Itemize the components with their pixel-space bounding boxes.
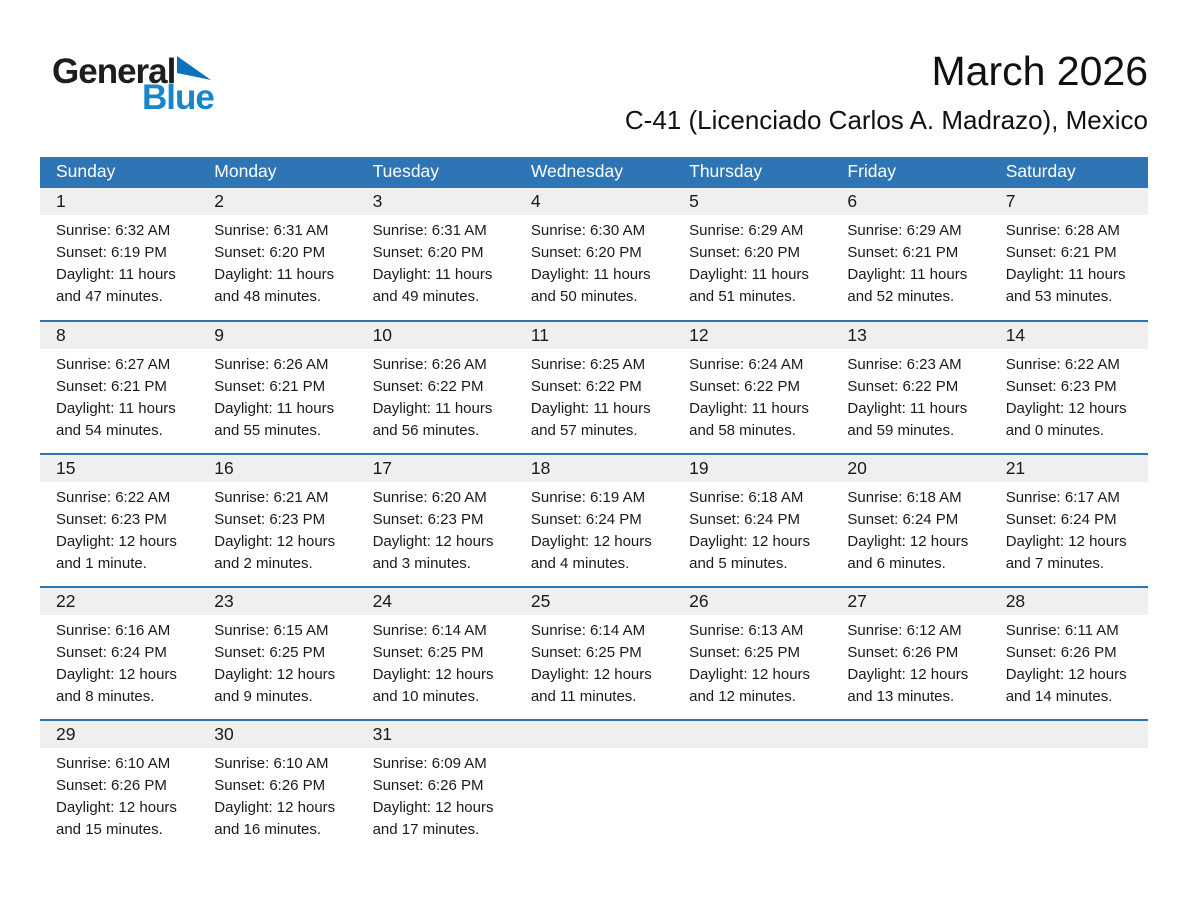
day-number: 16: [198, 455, 356, 482]
sunset-text: Sunset: 6:25 PM: [689, 644, 801, 661]
weekday-wednesday: Wednesday: [515, 157, 673, 188]
day-cell: [515, 454, 673, 587]
daylight-text: Daylight: 12 hours and 9 minutes.: [214, 666, 336, 705]
day-number: 21: [990, 455, 1148, 482]
day-details: [515, 215, 673, 308]
sunset-text: Sunset: 6:26 PM: [372, 777, 484, 794]
sunset-text: Sunset: 6:22 PM: [689, 378, 801, 395]
day-cell: [40, 454, 198, 587]
day-details: [198, 482, 356, 575]
daylight-text: Daylight: 11 hours and 56 minutes.: [372, 400, 493, 439]
week-row: [40, 720, 1148, 853]
sunrise-text: Sunrise: 6:16 AM: [56, 622, 171, 639]
location-subtitle: C-41 (Licenciado Carlos A. Madrazo), Mexico: [624, 105, 1148, 135]
daylight-text: Daylight: 12 hours and 12 minutes.: [689, 666, 811, 705]
daylight-text: Daylight: 11 hours and 53 minutes.: [1005, 266, 1126, 305]
day-details: [40, 615, 198, 708]
sunrise-text: Sunrise: 6:24 AM: [689, 356, 804, 373]
day-details: [673, 349, 831, 442]
sunset-text: Sunset: 6:25 PM: [214, 644, 326, 661]
sunrise-text: Sunrise: 6:14 AM: [372, 622, 487, 639]
day-number: [673, 721, 831, 748]
day-cell: [198, 321, 356, 454]
sunrise-text: Sunrise: 6:29 AM: [847, 222, 962, 239]
day-details: [515, 615, 673, 708]
sunrise-text: Sunrise: 6:26 AM: [214, 356, 329, 373]
day-details: [40, 482, 198, 575]
daylight-text: Daylight: 12 hours and 8 minutes.: [56, 666, 177, 705]
day-number: 2: [198, 188, 356, 215]
day-details: [831, 482, 989, 575]
sunset-text: Sunset: 6:26 PM: [847, 644, 959, 661]
sunset-text: Sunset: 6:21 PM: [847, 244, 959, 261]
day-details: [198, 748, 356, 841]
daylight-text: Daylight: 11 hours and 50 minutes.: [530, 266, 651, 305]
day-cell: [357, 587, 515, 720]
day-cell: [673, 587, 831, 720]
day-details: [357, 615, 515, 708]
day-number: 15: [40, 455, 198, 482]
day-cell: [831, 587, 989, 720]
day-number: [831, 721, 989, 748]
month-title: March 2026: [931, 48, 1148, 94]
day-number: 26: [673, 588, 831, 615]
daylight-text: Daylight: 11 hours and 49 minutes.: [372, 266, 493, 305]
day-number: 7: [990, 188, 1148, 215]
daylight-text: Daylight: 12 hours and 17 minutes.: [372, 799, 494, 838]
sunrise-text: Sunrise: 6:28 AM: [1005, 222, 1120, 239]
sunset-text: Sunset: 6:26 PM: [1005, 644, 1117, 661]
sunset-text: Sunset: 6:23 PM: [1005, 378, 1117, 395]
day-details: [831, 349, 989, 442]
sunrise-text: Sunrise: 6:11 AM: [1005, 622, 1119, 639]
day-number: 28: [990, 588, 1148, 615]
day-number: 29: [40, 721, 198, 748]
day-number: [515, 721, 673, 748]
day-number: 14: [990, 322, 1148, 349]
sunrise-text: Sunrise: 6:25 AM: [530, 356, 646, 373]
daylight-text: Daylight: 11 hours and 52 minutes.: [847, 266, 968, 305]
day-cell: [831, 454, 989, 587]
sunset-text: Sunset: 6:25 PM: [372, 644, 484, 661]
week-row: [40, 321, 1148, 454]
sunrise-text: Sunrise: 6:29 AM: [689, 222, 804, 239]
day-cell: [831, 321, 989, 454]
day-number: [990, 721, 1148, 748]
empty-day-cell: [673, 720, 831, 853]
title-block: [625, 40, 1148, 136]
sunrise-text: Sunrise: 6:15 AM: [214, 622, 329, 639]
day-number: 19: [673, 455, 831, 482]
day-cell: [515, 587, 673, 720]
day-cell: [198, 720, 356, 853]
day-cell: [990, 587, 1148, 720]
sunset-text: Sunset: 6:24 PM: [1005, 511, 1117, 528]
day-details: [357, 748, 515, 841]
daylight-text: Daylight: 12 hours and 10 minutes.: [372, 666, 494, 705]
day-details: [673, 482, 831, 575]
week-row: [40, 454, 1148, 587]
day-number: 9: [198, 322, 356, 349]
weekday-tuesday: Tuesday: [357, 157, 515, 188]
weekday-sunday: Sunday: [40, 157, 198, 188]
daylight-text: Daylight: 11 hours and 55 minutes.: [214, 400, 335, 439]
day-details: [40, 349, 198, 442]
sunset-text: Sunset: 6:20 PM: [689, 244, 801, 261]
sunset-text: Sunset: 6:24 PM: [847, 511, 959, 528]
week-row: [40, 188, 1148, 321]
sunset-text: Sunset: 6:23 PM: [56, 511, 167, 528]
day-number: 12: [673, 322, 831, 349]
sunrise-text: Sunrise: 6:10 AM: [56, 755, 171, 772]
sunrise-text: Sunrise: 6:12 AM: [847, 622, 962, 639]
sunrise-text: Sunrise: 6:09 AM: [372, 755, 487, 772]
daylight-text: Daylight: 12 hours and 4 minutes.: [530, 533, 652, 572]
day-number: 5: [673, 188, 831, 215]
day-details: [198, 615, 356, 708]
sunset-text: Sunset: 6:24 PM: [56, 644, 167, 661]
day-cell: [673, 454, 831, 587]
sunset-text: Sunset: 6:20 PM: [214, 244, 326, 261]
sunrise-text: Sunrise: 6:21 AM: [214, 489, 329, 506]
weekday-header-row: [40, 157, 1148, 188]
day-details: [831, 615, 989, 708]
empty-day-cell: [831, 720, 989, 853]
sunset-text: Sunset: 6:23 PM: [214, 511, 326, 528]
day-cell: [40, 720, 198, 853]
day-cell: [990, 321, 1148, 454]
general-blue-logo: [52, 54, 214, 115]
sunset-text: Sunset: 6:21 PM: [214, 378, 326, 395]
page-header: [40, 40, 1148, 157]
day-cell: [515, 188, 673, 321]
sunrise-text: Sunrise: 6:19 AM: [530, 489, 646, 506]
day-number: 18: [515, 455, 673, 482]
day-number: 11: [515, 322, 673, 349]
day-cell: [831, 188, 989, 321]
day-cell: [990, 188, 1148, 321]
day-cell: [990, 454, 1148, 587]
weekday-monday: Monday: [198, 157, 356, 188]
day-number: 20: [831, 455, 989, 482]
day-details: [515, 349, 673, 442]
sunrise-text: Sunrise: 6:10 AM: [214, 755, 329, 772]
weekday-friday: Friday: [831, 157, 989, 188]
sunset-text: Sunset: 6:24 PM: [689, 511, 801, 528]
sunrise-text: Sunrise: 6:30 AM: [530, 222, 646, 239]
day-number: 30: [198, 721, 356, 748]
sunset-text: Sunset: 6:21 PM: [1005, 244, 1117, 261]
day-cell: [40, 188, 198, 321]
sunrise-text: Sunrise: 6:31 AM: [214, 222, 329, 239]
sunrise-text: Sunrise: 6:31 AM: [372, 222, 487, 239]
day-number: 25: [515, 588, 673, 615]
sunrise-text: Sunrise: 6:20 AM: [372, 489, 487, 506]
day-details: [357, 349, 515, 442]
sunset-text: Sunset: 6:20 PM: [530, 244, 642, 261]
sunset-text: Sunset: 6:20 PM: [372, 244, 484, 261]
daylight-text: Daylight: 11 hours and 48 minutes.: [214, 266, 335, 305]
day-cell: [198, 188, 356, 321]
sunset-text: Sunset: 6:26 PM: [56, 777, 167, 794]
day-cell: [357, 321, 515, 454]
sunset-text: Sunset: 6:21 PM: [56, 378, 167, 395]
day-number: 22: [40, 588, 198, 615]
daylight-text: Daylight: 12 hours and 16 minutes.: [214, 799, 336, 838]
logo-text-general: General: [52, 52, 176, 91]
sunset-text: Sunset: 6:26 PM: [214, 777, 326, 794]
daylight-text: Daylight: 12 hours and 11 minutes.: [530, 666, 652, 705]
day-number: 8: [40, 322, 198, 349]
day-cell: [357, 188, 515, 321]
pennant-shape: [177, 56, 211, 80]
sunrise-text: Sunrise: 6:17 AM: [1005, 489, 1120, 506]
daylight-text: Daylight: 11 hours and 54 minutes.: [56, 400, 176, 439]
day-details: [990, 215, 1148, 308]
day-details: [990, 615, 1148, 708]
sunrise-text: Sunrise: 6:14 AM: [530, 622, 646, 639]
empty-day-cell: [515, 720, 673, 853]
day-details: [198, 349, 356, 442]
day-number: 6: [831, 188, 989, 215]
weekday-thursday: Thursday: [673, 157, 831, 188]
daylight-text: Daylight: 12 hours and 13 minutes.: [847, 666, 969, 705]
daylight-text: Daylight: 11 hours and 47 minutes.: [56, 266, 176, 305]
day-cell: [357, 454, 515, 587]
day-details: [831, 215, 989, 308]
sunset-text: Sunset: 6:25 PM: [530, 644, 642, 661]
day-details: [990, 349, 1148, 442]
daylight-text: Daylight: 12 hours and 3 minutes.: [372, 533, 494, 572]
sunrise-text: Sunrise: 6:13 AM: [689, 622, 804, 639]
sunset-text: Sunset: 6:22 PM: [372, 378, 484, 395]
day-number: 3: [357, 188, 515, 215]
day-cell: [673, 321, 831, 454]
day-number: 4: [515, 188, 673, 215]
calendar-table: [40, 157, 1148, 853]
daylight-text: Daylight: 12 hours and 6 minutes.: [847, 533, 969, 572]
day-cell: [673, 188, 831, 321]
logo-text-blue: Blue: [142, 78, 214, 117]
sunrise-text: Sunrise: 6:32 AM: [56, 222, 171, 239]
daylight-text: Daylight: 11 hours and 58 minutes.: [689, 400, 809, 439]
daylight-text: Daylight: 11 hours and 59 minutes.: [847, 400, 968, 439]
sunset-text: Sunset: 6:23 PM: [372, 511, 484, 528]
sunset-text: Sunset: 6:22 PM: [847, 378, 959, 395]
sunset-text: Sunset: 6:19 PM: [56, 244, 167, 261]
calendar-body: [40, 188, 1148, 853]
daylight-text: Daylight: 11 hours and 57 minutes.: [530, 400, 651, 439]
daylight-text: Daylight: 12 hours and 1 minute.: [56, 533, 177, 572]
day-cell: [40, 587, 198, 720]
daylight-text: Daylight: 12 hours and 14 minutes.: [1005, 666, 1127, 705]
day-details: [515, 482, 673, 575]
weekday-saturday: Saturday: [990, 157, 1148, 188]
day-details: [357, 215, 515, 308]
empty-day-cell: [990, 720, 1148, 853]
daylight-text: Daylight: 12 hours and 0 minutes.: [1005, 400, 1127, 439]
daylight-text: Daylight: 12 hours and 7 minutes.: [1005, 533, 1127, 572]
day-cell: [198, 587, 356, 720]
daylight-text: Daylight: 12 hours and 15 minutes.: [56, 799, 177, 838]
sunset-text: Sunset: 6:22 PM: [530, 378, 642, 395]
day-number: 17: [357, 455, 515, 482]
day-number: 24: [357, 588, 515, 615]
day-cell: [40, 321, 198, 454]
day-number: 31: [357, 721, 515, 748]
day-number: 13: [831, 322, 989, 349]
sunrise-text: Sunrise: 6:18 AM: [689, 489, 804, 506]
sunrise-text: Sunrise: 6:26 AM: [372, 356, 487, 373]
day-details: [40, 748, 198, 841]
day-cell: [198, 454, 356, 587]
day-number: 27: [831, 588, 989, 615]
daylight-text: Daylight: 12 hours and 2 minutes.: [214, 533, 336, 572]
day-details: [357, 482, 515, 575]
day-details: [40, 215, 198, 308]
day-cell: [357, 720, 515, 853]
sunrise-text: Sunrise: 6:27 AM: [56, 356, 171, 373]
day-number: 1: [40, 188, 198, 215]
day-details: [673, 615, 831, 708]
daylight-text: Daylight: 12 hours and 5 minutes.: [689, 533, 811, 572]
sunrise-text: Sunrise: 6:22 AM: [1005, 356, 1120, 373]
day-details: [198, 215, 356, 308]
sunrise-text: Sunrise: 6:22 AM: [56, 489, 171, 506]
sunrise-text: Sunrise: 6:23 AM: [847, 356, 962, 373]
day-number: 23: [198, 588, 356, 615]
day-details: [990, 482, 1148, 575]
day-cell: [515, 321, 673, 454]
sunset-text: Sunset: 6:24 PM: [530, 511, 642, 528]
sunrise-text: Sunrise: 6:18 AM: [847, 489, 962, 506]
day-number: 10: [357, 322, 515, 349]
day-details: [673, 215, 831, 308]
week-row: [40, 587, 1148, 720]
daylight-text: Daylight: 11 hours and 51 minutes.: [689, 266, 809, 305]
